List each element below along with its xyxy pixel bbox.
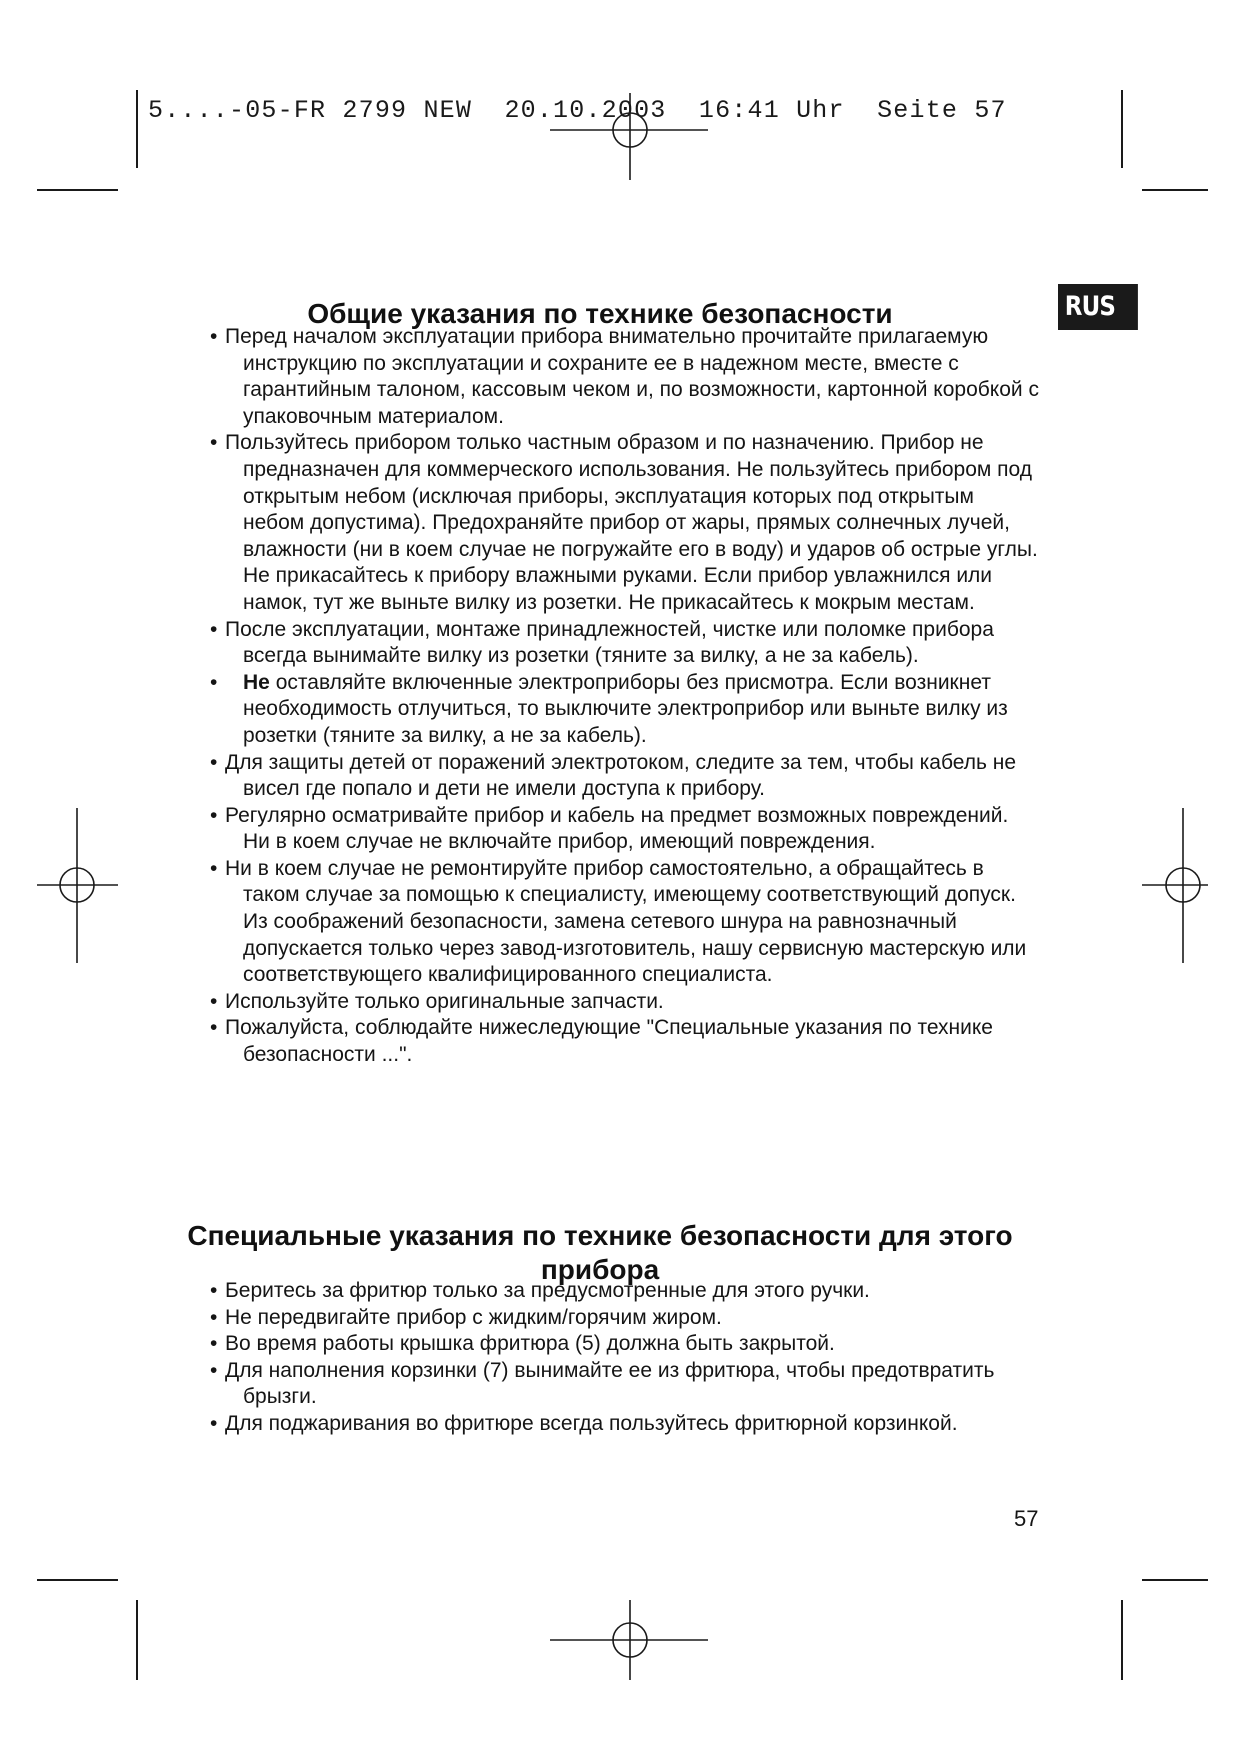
list-item: • Регулярно осматривайте прибор и кабель на предмет возможных повреждений. Ни в коем случае не включайте прибор, имеющий повреждения. [210, 803, 1040, 856]
general-safety-list [210, 324, 1040, 1069]
list-item: • Используйте только оригинальные запчасти. [210, 989, 1040, 1016]
list-item: • После эксплуатации, монтаже принадлежностей, чистке или поломке прибора всегда вынимайте вилку из розетки (тяните за вилку, а не за кабель). [210, 617, 1040, 670]
list-item: • Для наполнения корзинки (7) вынимайте ее из фритюра, чтобы предотвратить брызги. [210, 1358, 1040, 1411]
registration-mark-right [1142, 808, 1208, 963]
list-item: • Пожалуйста, соблюдайте нижеследующие "Специальные указания по технике безопасности ...". [210, 1015, 1040, 1068]
emphasis-word: Не [243, 670, 270, 694]
registration-mark-bottom [550, 1600, 708, 1680]
list-item: • Не передвигайте прибор с жидким/горячим жиром. [210, 1305, 1040, 1332]
list-item: • Беритесь за фритюр только за предусмотренные для этого ручки. [210, 1278, 1040, 1305]
list-item: • Для защиты детей от поражений электротоком, следите за тем, чтобы кабель не висел где попало и дети не имели доступа к прибору. [210, 750, 1040, 803]
section-title-general-safety: Общие указания по технике безопасности [307, 297, 893, 329]
list-item: • Во время работы крышка фритюра (5) должна быть закрытой. [210, 1331, 1040, 1358]
list-item: • Для поджаривания во фритюре всегда пользуйтесь фритюрной корзинкой. [210, 1411, 1040, 1438]
appliance-safety-list [210, 1278, 1040, 1438]
list-item: • Ни в коем случае не ремонтируйте прибор самостоятельно, а обращайтесь в таком случае за помощью к специалисту, имеющему соответствующий допуск. Из соображений безопасности, замена сетевого шнура на равнозначный допускается только через завод-изготовитель, нашу сервисную мастерскую или соответствующего квалифицированного специалиста. [210, 856, 1040, 989]
list-item: • Пользуйтесь прибором только частным образом и по назначению. Прибор не предназначен для коммерческого использования. Не пользуйтесь прибором под открытым небом (исключая приборы, эксплуатация которых под открытым небом допустима). Предохраняйте прибор от жары, прямых солнечных лучей, влажности (ни в коем случае не погружайте его в воду) и ударов об острые углы. Не прикасайтесь к прибору влажными руками. Если прибор увлажнился или намок, тут же выньте вилку из розетки. Не прикасайтесь к мокрым местам. [210, 430, 1040, 616]
list-item: • Перед началом эксплуатации прибора внимательно прочитайте прилагаемую инструкцию по эксплуатации и сохраните ее в надежном месте, вместе с гарантийным талоном, кассовым чеком и, по возможности, картонной коробкой с упаковочным материалом. [210, 324, 1040, 430]
registration-mark-left [37, 808, 118, 963]
language-tab: RUS [1058, 284, 1138, 330]
page-number: 57 [1014, 1506, 1039, 1531]
section-title-appliance-safety: Специальные указания по технике безопасности для этого прибора [187, 1219, 1013, 1285]
print-header: 5....-05-FR 2799 NEW 20.10.2003 16:41 Uhr Seite 57 [148, 96, 1007, 125]
list-item: • Не оставляйте включенные электроприборы без присмотра. Если возникнет необходимость отлучиться, то выключите электроприбор или выньте вилку из розетки (тяните за вилку, а не за кабель). [210, 670, 1040, 750]
